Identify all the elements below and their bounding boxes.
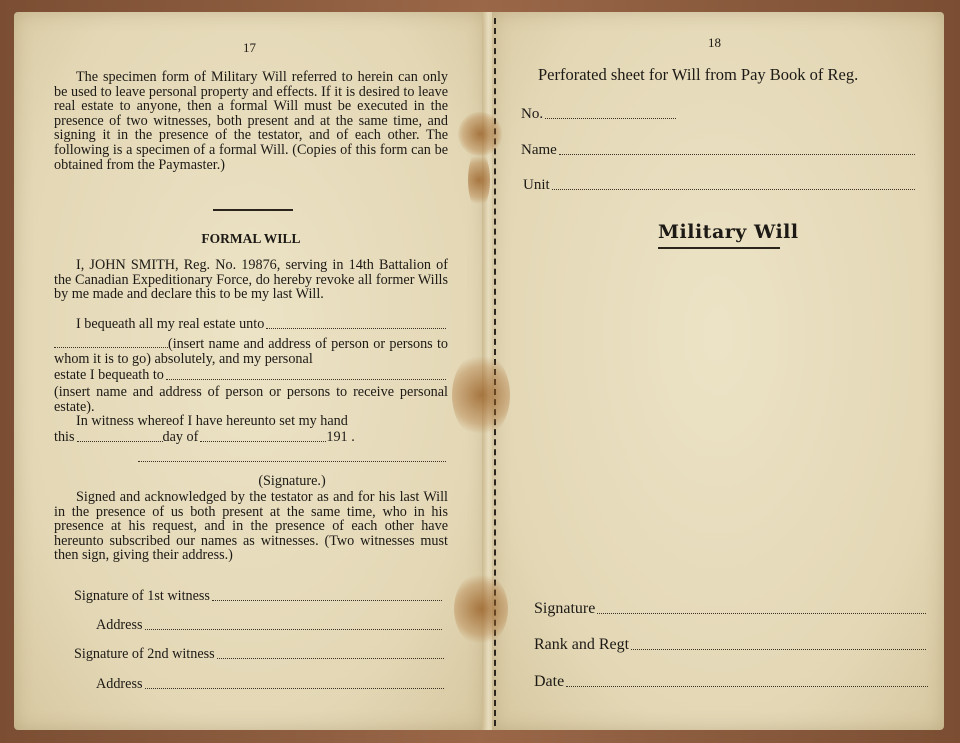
name-blank[interactable] [559,153,915,155]
personal-estate-blank[interactable] [166,378,446,380]
address1-line [96,617,442,634]
real-estate-label: I bequeath all my real estate unto [76,316,265,332]
insert-person-blank[interactable] [54,347,168,348]
stain-middle [452,352,510,438]
reg-no-line [521,106,676,123]
signed-paragraph: Signed and acknowledged by the testator as and for his last Will in the presence of us both present at the same time, who in his presence at his request, and in the presence of each other have hereunto subscribed our names as witnesses. (Two witnesses must then sign, giving their address.) [54,489,448,564]
witness2-blank[interactable] [217,657,444,659]
address1-blank[interactable] [145,628,443,630]
military-will-title: Military Will [658,221,799,243]
year-label: 191 . [326,429,355,445]
date-label: Date [534,673,565,690]
personal-estate-label: estate I bequeath to [54,367,164,383]
address2-line [96,676,444,693]
address2-label: Address [96,676,143,692]
witness-hand-text: In witness whereof I have hereunto set my hand [76,413,348,429]
testator-paragraph: I, JOHN SMITH, Reg. No. 19876, serving in 14th Battalion of the Canadian Expeditionary Force, do hereby revoke all former Wills by me made and declare this to be my last Will. [54,257,448,303]
real-estate-line [76,316,446,333]
witness2-label: Signature of 2nd witness [74,646,215,662]
rank-label: Rank and Regt [534,636,630,653]
this-label: this [54,429,75,445]
date-clause-line [54,429,448,446]
date-line [534,673,928,691]
testator-signature-line [138,460,446,466]
stain-top-drip [468,150,490,210]
signature-caption: (Signature.) [258,473,326,489]
address2-blank[interactable] [145,687,445,689]
unit-label: Unit [523,177,550,193]
stain-bottom [454,572,508,646]
insert-person2-paragraph: (insert name and address of person or persons to receive personal estate). [54,384,448,415]
left-page-number: 17 [243,40,256,55]
name-label: Name [521,142,557,158]
signature-label: Signature [534,600,596,617]
real-estate-blank[interactable] [266,327,446,329]
witness1-line [74,588,442,605]
perforated-sheet-heading: Perforated sheet for Will from Pay Book of Reg. [538,65,859,84]
witness1-blank[interactable] [212,599,442,601]
title-underline [658,247,780,249]
intro-paragraph: The specimen form of Military Will referred to herein can only be used to leave personal property and effects. If it is desired to leave real estate to anyone, then a formal Will must be executed in the presence of two witnesses, both present and at the same time, and signing it in the presence of the testator, and of each other. The following is a specimen of a formal Will. (Copies of this form can be obtained from the Paymaster.) [54,69,448,173]
witness2-line [74,646,444,663]
address1-label: Address [96,617,143,633]
formal-will-heading: FORMAL WILL [201,231,301,246]
date-blank[interactable] [566,685,928,687]
signature-blank[interactable] [597,612,926,614]
testator-signature-blank[interactable] [138,460,446,462]
reg-no-blank[interactable] [545,117,676,119]
rank-line [534,636,926,654]
name-line [521,142,915,159]
witness1-label: Signature of 1st witness [74,588,210,604]
section-divider [213,209,293,211]
right-page-number: 18 [708,35,721,50]
unit-line [523,177,915,194]
rank-blank[interactable] [631,648,926,650]
day-blank[interactable] [77,440,163,442]
insert-person-paragraph [54,337,448,366]
signature-line [534,600,926,618]
day-of-label: day of [162,429,199,445]
unit-blank[interactable] [552,188,915,190]
reg-no-label: No. [521,106,544,122]
insert-person-text: (insert name and address of person or persons to whom it is to go) absolutely, and my personal [54,336,448,367]
personal-estate-line [54,367,446,384]
month-blank[interactable] [200,440,326,442]
